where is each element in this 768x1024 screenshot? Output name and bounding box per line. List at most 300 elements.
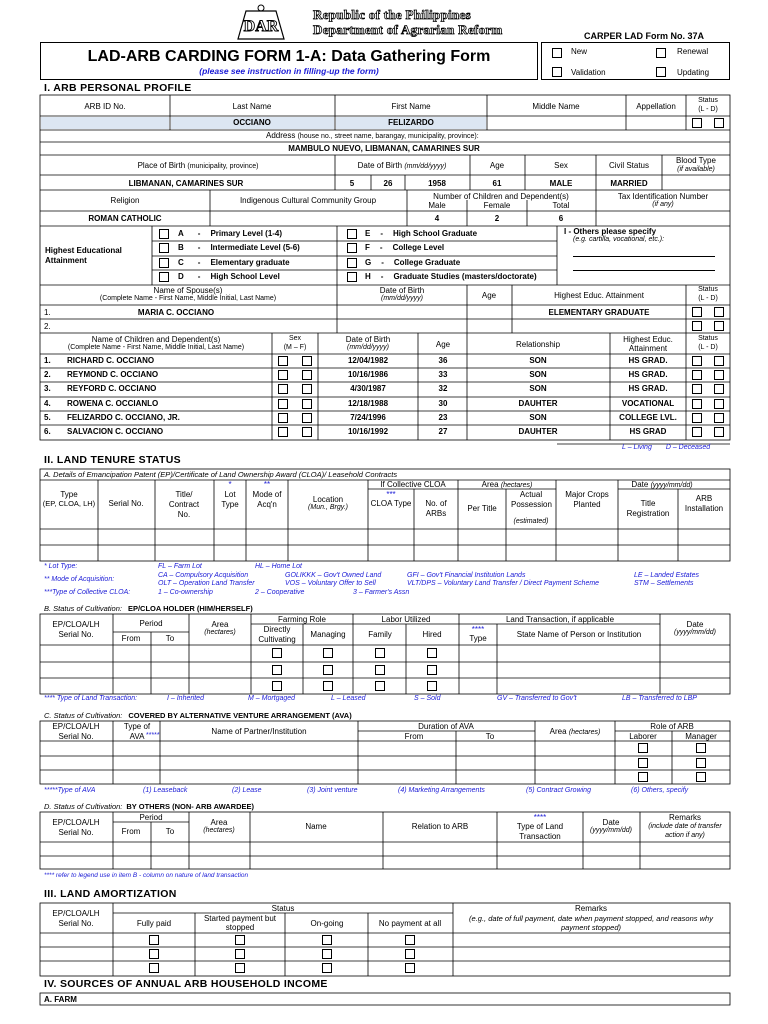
child-dob: 4/30/1987 — [350, 384, 386, 393]
spouse-age-header: Age — [481, 291, 497, 300]
section2-title: II. LAND TENURE STATUS — [44, 454, 181, 466]
mode-star: ** — [263, 480, 271, 489]
educ-other-note: (e.g. cartilla, vocational, etc.): — [573, 236, 665, 243]
educ-g-checkbox[interactable] — [347, 258, 357, 268]
educ-other-line-1[interactable] — [573, 256, 715, 257]
child-status-l-checkbox[interactable] — [692, 427, 702, 437]
child-status-d-checkbox[interactable] — [714, 384, 724, 394]
c-manager-header: Manager — [685, 732, 717, 741]
managing-checkbox[interactable] — [323, 648, 333, 658]
amort-fully-header: Fully paid — [136, 919, 172, 928]
c-partner-header: Name of Partner/Institution — [211, 727, 307, 736]
educ-c-checkbox[interactable] — [159, 258, 169, 268]
child-name: REYFORD C. OCCIANO — [67, 384, 157, 393]
child-educ: HS GRAD — [629, 427, 667, 436]
d-date-note: (yyyy/mm/dd) — [590, 827, 632, 834]
civil-value: MARRIED — [610, 179, 648, 188]
spouse-2-l-checkbox[interactable] — [692, 321, 702, 331]
direct-cultivating-checkbox[interactable] — [272, 665, 282, 675]
spouse-2-no: 2. — [44, 322, 51, 331]
first-name-value: FELIZARDO — [388, 118, 434, 127]
renewal-label: Renewal — [677, 47, 709, 56]
child-age: 23 — [438, 413, 448, 422]
b-state-name-header: State Name of Person or Institution — [516, 630, 642, 639]
family-labor-checkbox[interactable] — [375, 681, 385, 691]
first-name-header: First Name — [391, 102, 431, 111]
child-educ: VOCATIONAL — [621, 399, 675, 408]
child-sex-f-checkbox[interactable] — [302, 413, 312, 423]
amort-status-header: Status — [271, 904, 295, 913]
educ-g-label: G - College Graduate — [365, 258, 461, 267]
address-value: MAMBULO NUEVO, LIBMANAN, CAMARINES SUR — [288, 144, 480, 153]
child-dob: 12/04/1982 — [347, 356, 389, 365]
middle-name-header: Middle Name — [532, 102, 580, 111]
civil-status-header: Civil Status — [608, 161, 650, 170]
appellation-header: Appellation — [636, 102, 676, 111]
child-educ: HS GRAD. — [628, 356, 668, 365]
family-labor-checkbox[interactable] — [375, 648, 385, 658]
status-d-checkbox[interactable] — [714, 118, 724, 128]
spouse-1-d-checkbox[interactable] — [714, 307, 724, 317]
child-age: 32 — [438, 384, 448, 393]
hired-labor-checkbox[interactable] — [427, 648, 437, 658]
spouse-header-note: (Complete Name - First Name, Middle Initial, Last Name) — [99, 295, 277, 302]
ongoing-checkbox[interactable] — [322, 935, 332, 945]
child-name: RICHARD C. OCCIANO — [67, 356, 155, 365]
dob-year: 1958 — [428, 179, 446, 188]
children-rel-header: Relationship — [515, 340, 561, 349]
d-area-header: Area — [210, 818, 228, 827]
child-age: 30 — [438, 399, 448, 408]
child-status-d-checkbox[interactable] — [714, 356, 724, 366]
children-name-note: (Complete Name - First Name, Middle Initial, Last Name) — [67, 344, 245, 351]
male-header: Male — [428, 201, 446, 210]
child-age: 36 — [438, 356, 448, 365]
spouse-status-header: Status — [698, 286, 718, 293]
tenure-crops-header: Major Crops Planted — [565, 490, 609, 509]
ongoing-checkbox[interactable] — [322, 963, 332, 973]
child-no: 3. — [44, 384, 51, 393]
tenure-title-header: Title/ Contract No. — [168, 490, 200, 519]
child-sex-f-checkbox[interactable] — [302, 370, 312, 380]
child-name: FELIZARDO C. OCCIANO, JR. — [67, 413, 180, 422]
tenure-lot-header: Lot Type — [221, 490, 239, 509]
child-educ: HS GRAD. — [628, 370, 668, 379]
child-sex-m-checkbox[interactable] — [278, 370, 288, 380]
last-name-header: Last Name — [232, 102, 272, 111]
last-name-value: OCCIANO — [233, 118, 271, 127]
tenure-location-header: Location — [312, 495, 344, 504]
mode-olt: OLT – Operation Land Transfer — [158, 580, 255, 587]
child-sex-f-checkbox[interactable] — [302, 356, 312, 366]
fully-paid-checkbox[interactable] — [149, 949, 159, 959]
child-educ: HS GRAD. — [628, 384, 668, 393]
child-name: REYMOND C. OCCIANO — [67, 370, 159, 379]
child-dob: 10/16/1986 — [347, 370, 389, 379]
educ-h-label: H - Graduate Studies (masters/doctorate) — [365, 272, 537, 281]
children-dob-header: Date of Birth — [345, 335, 391, 344]
child-age: 27 — [438, 427, 448, 436]
manager-checkbox[interactable] — [696, 743, 706, 753]
pob-value: LIBMANAN, CAMARINES SUR — [128, 179, 244, 188]
arb-id-header: ARB ID No. — [84, 102, 126, 111]
status-l-checkbox[interactable] — [692, 118, 702, 128]
farm-label: A. FARM — [44, 995, 77, 1004]
female-value: 2 — [494, 214, 500, 223]
blood-type-header: Blood Type — [676, 156, 716, 165]
spouse-1-l-checkbox[interactable] — [692, 307, 702, 317]
educ-other-line-2[interactable] — [573, 270, 715, 271]
d-tx-star: **** — [533, 813, 547, 822]
mode-stm: STM – Settlements — [634, 580, 694, 587]
children-count-header: Number of Children and Dependent(s) — [433, 192, 569, 201]
b-hired-header: Hired — [422, 630, 442, 639]
child-status-l-checkbox[interactable] — [692, 370, 702, 380]
spouse-1-no: 1. — [44, 308, 51, 317]
tenure-cloa-type-header: CLOA Type — [370, 499, 412, 508]
section4-title: IV. SOURCES OF ANNUAL ARB HOUSEHOLD INCOME — [44, 978, 328, 990]
section2d-title: D. Status of Cultivation: BY OTHERS (NON- ARB AWARDEE) — [44, 802, 255, 811]
child-no: 6. — [44, 427, 51, 436]
hired-labor-checkbox[interactable] — [427, 665, 437, 675]
tx-inherited: I – Inherited — [167, 695, 204, 702]
dob-month: 5 — [349, 179, 355, 188]
section2a-title: A. Details of Emancipation Patent (EP)/Certificate of Land Ownership Award (CLOA)/ Leasehold Contracts — [44, 470, 398, 479]
child-sex-m-checkbox[interactable] — [278, 356, 288, 366]
d-period-header: Period — [139, 813, 163, 822]
spouse-1-name: MARIA C. OCCIANO — [137, 308, 215, 317]
amort-started-header: Started payment but stopped — [203, 914, 277, 932]
form-title-box — [40, 42, 538, 80]
no-payment-checkbox[interactable] — [405, 963, 415, 973]
ongoing-checkbox[interactable] — [322, 949, 332, 959]
ava-5: (5) Contract Growing — [526, 787, 591, 794]
child-relationship: SON — [529, 384, 547, 393]
lot-hl: HL – Home Lot — [255, 563, 302, 570]
collective-legend-label: ***Type of Collective CLOA: — [44, 589, 131, 596]
c-role-header: Role of ARB — [650, 722, 694, 731]
d-from-header: From — [121, 827, 141, 836]
spouse-header: Name of Spouse(s) — [153, 286, 223, 295]
tenure-arbs-header: No. of ARBs — [425, 499, 447, 518]
ava-2: (2) Lease — [232, 787, 262, 794]
mode-gfi: GFI – Gov't Financial Institution Lands — [407, 572, 526, 579]
tenure-location-note: (Mun., Brgy.) — [308, 504, 348, 511]
educ-a-checkbox[interactable] — [159, 229, 169, 239]
mode-golikkk: GOLIKKK – Gov't Owned Land — [285, 572, 382, 579]
child-sex-m-checkbox[interactable] — [278, 413, 288, 423]
manager-checkbox[interactable] — [696, 758, 706, 768]
form-status-box — [541, 42, 730, 80]
child-status-d-checkbox[interactable] — [714, 399, 724, 409]
section3-title: III. LAND AMORTIZATION — [44, 888, 177, 900]
b-to-header: To — [165, 634, 175, 643]
dob-day: 26 — [383, 179, 393, 188]
b-area-header: Area — [211, 620, 229, 629]
age-value: 61 — [492, 179, 502, 188]
child-sex-f-checkbox[interactable] — [302, 384, 312, 394]
d-eplh-header: EP/CLOA/LH Serial No. — [52, 818, 100, 837]
status-ld-header: (L - D) — [698, 106, 718, 113]
educ-d-label: D - High School Level — [178, 272, 280, 281]
spouse-1-educ: ELEMENTARY GRADUATE — [548, 308, 650, 317]
direct-cultivating-checkbox[interactable] — [272, 648, 282, 658]
spouse-2-d-checkbox[interactable] — [714, 321, 724, 331]
children-dob-note: (mm/dd/yyyy) — [347, 344, 389, 351]
child-status-d-checkbox[interactable] — [714, 370, 724, 380]
no-payment-checkbox[interactable] — [405, 949, 415, 959]
educ-other-label: I - Others please specify — [564, 227, 657, 236]
d-name-header: Name — [305, 822, 327, 831]
child-no: 2. — [44, 370, 51, 379]
b-date-header: Date — [686, 620, 704, 629]
c-area-header: Area (hectares) — [549, 727, 601, 736]
b-tx-star: **** — [471, 625, 485, 634]
child-name: ROWENA C. OCCIANLO — [67, 399, 159, 408]
no-payment-checkbox[interactable] — [405, 935, 415, 945]
renewal-checkbox[interactable] — [656, 48, 666, 58]
educ-b-checkbox[interactable] — [159, 243, 169, 253]
d-relation-header: Relation to ARB — [411, 822, 469, 831]
tenure-title-reg-header: Title Registration — [626, 499, 670, 518]
d-type-land-tx-header: Type of Land Transaction — [516, 822, 564, 841]
educ-h-checkbox[interactable] — [347, 272, 357, 282]
spouse-dob-header: Date of Birth — [379, 286, 425, 295]
validation-label: Validation — [571, 68, 606, 77]
sex-value: MALE — [549, 179, 573, 188]
educ-a-label: A - Primary Level (1-4) — [178, 229, 283, 238]
managing-checkbox[interactable] — [323, 681, 333, 691]
child-status-l-checkbox[interactable] — [692, 413, 702, 423]
b-labor-header: Labor Utilized — [381, 615, 431, 624]
child-dob: 12/18/1988 — [347, 399, 389, 408]
d-legend-note: **** refer to legend use in item B - column on nature of land transaction — [44, 872, 249, 879]
tin-header: Tax Identification Number — [617, 192, 709, 201]
collective-2: 2 – Cooperative — [255, 589, 305, 596]
b-from-header: From — [121, 634, 141, 643]
tenure-type-sub: (EP, CLOA, LH) — [42, 499, 96, 508]
tenure-serial-header: Serial No. — [108, 499, 144, 508]
child-name: SALVACION C. OCCIANO — [67, 427, 164, 436]
stopped-checkbox[interactable] — [235, 963, 245, 973]
c-ava-type-header: Type of AVA — [123, 722, 151, 741]
child-no: 5. — [44, 413, 51, 422]
d-to-header: To — [165, 827, 175, 836]
child-relationship: SON — [529, 356, 547, 365]
child-sex-f-checkbox[interactable] — [302, 399, 312, 409]
children-age-header: Age — [435, 340, 451, 349]
family-labor-checkbox[interactable] — [375, 665, 385, 675]
amort-remarks-note: (e.g., date of full payment, date when payment stopped, and reasons why payment stopped) — [469, 914, 713, 932]
svg-text:DAR: DAR — [243, 18, 279, 35]
child-status-l-checkbox[interactable] — [692, 356, 702, 366]
spouse-dob-note: (mm/dd/yyyy) — [381, 295, 423, 302]
child-relationship: SON — [529, 370, 547, 379]
total-header: Total — [552, 201, 570, 210]
tenure-area-header: Area (hectares) — [481, 480, 533, 489]
new-checkbox[interactable] — [552, 48, 562, 58]
c-ava-star: ***** — [146, 732, 160, 739]
pob-header: Place of Birth (municipality, province) — [137, 161, 259, 170]
c-duration-header: Duration of AVA — [418, 722, 474, 731]
total-value: 6 — [558, 214, 564, 223]
tx-gov: GV – Transferred to Gov't — [497, 695, 577, 702]
laborer-checkbox[interactable] — [638, 772, 648, 782]
updating-checkbox[interactable] — [656, 67, 666, 77]
educ-b-label: B - Intermediate Level (5-6) — [178, 243, 300, 252]
children-name-header: Name of Children and Dependent(s) — [91, 335, 221, 344]
tenure-mode-header: Mode of Acq'n — [252, 490, 282, 509]
tenure-actual-header: Actual Possession — [511, 490, 552, 509]
mode-vos: VOS – Voluntary Offer to Sell — [285, 580, 376, 587]
tenure-arb-inst-header: ARB Installation — [684, 494, 724, 513]
form-subtitle: (please see instruction in filling-up the form) — [199, 66, 379, 76]
form-number: CARPER LAD Form No. 37A — [584, 31, 705, 41]
child-educ: COLLEGE LVL. — [619, 413, 677, 422]
ava-legend-label: *****Type of AVA — [44, 787, 96, 794]
b-farm-role-header: Farming Role — [277, 615, 327, 624]
c-eplh-header: EP/CLOA/LH Serial No. — [52, 722, 100, 741]
tin-note: (if any) — [652, 201, 674, 208]
child-status-l-checkbox[interactable] — [692, 399, 702, 409]
lot-type-legend-label: * Lot Type: — [44, 563, 78, 570]
religion-value: ROMAN CATHOLIC — [88, 214, 162, 223]
male-value: 4 — [434, 214, 440, 223]
children-status-header: Status — [698, 335, 718, 342]
ava-4: (4) Marketing Arrangements — [398, 787, 485, 794]
educ-d-checkbox[interactable] — [159, 272, 169, 282]
dob-header: Date of Birth (mm/dd/yyyy) — [357, 161, 447, 170]
status-legend: L – Living D – Deceased — [622, 444, 711, 451]
religion-header: Religion — [110, 196, 140, 205]
tenure-estimated-note: (estimated) — [513, 518, 549, 525]
fully-paid-checkbox[interactable] — [149, 935, 159, 945]
child-status-d-checkbox[interactable] — [714, 413, 724, 423]
manager-checkbox[interactable] — [696, 772, 706, 782]
stopped-checkbox[interactable] — [235, 935, 245, 945]
lot-star: * — [228, 480, 232, 489]
female-header: Female — [483, 201, 511, 210]
lot-fl: FL – Farm Lot — [158, 563, 202, 570]
child-sex-m-checkbox[interactable] — [278, 427, 288, 437]
child-age: 33 — [438, 370, 448, 379]
c-laborer-header: Laborer — [629, 732, 657, 741]
tenure-date-header: Date (yyyy/mm/dd) — [631, 480, 693, 489]
dar-logo — [236, 3, 286, 41]
direct-cultivating-checkbox[interactable] — [272, 681, 282, 691]
cloa-type-star: *** — [386, 490, 396, 499]
child-sex-m-checkbox[interactable] — [278, 384, 288, 394]
form-title: LAD-ARB CARDING FORM 1-A: Data Gathering Form — [87, 48, 491, 65]
child-dob: 10/16/1992 — [347, 427, 389, 436]
mode-vlt: VLT/DPS – Voluntary Land Transfer / Direct Payment Scheme — [407, 580, 600, 587]
laborer-checkbox[interactable] — [638, 758, 648, 768]
educ-header: Highest Educational Attainment — [45, 246, 122, 265]
sex-header: Sex — [554, 161, 568, 170]
ava-1: (1) Leaseback — [143, 787, 188, 794]
amort-ongoing-header: On-going — [310, 919, 344, 928]
ava-3: (3) Joint venture — [307, 787, 358, 794]
amort-nopay-header: No payment at all — [378, 919, 442, 928]
children-status-ld: (L - D) — [698, 344, 718, 351]
blood-type-note: (if available) — [677, 166, 715, 173]
tx-leased: L – Leased — [331, 695, 366, 702]
b-area-note: (hectares) — [204, 629, 236, 636]
tenure-collective-header: If Collective CLOA — [380, 480, 446, 489]
child-relationship: SON — [529, 413, 547, 422]
validation-checkbox[interactable] — [552, 67, 562, 77]
collective-3: 3 – Farmer's Assn — [353, 589, 410, 596]
b-period-header: Period — [139, 619, 163, 628]
updating-label: Updating — [677, 68, 710, 77]
stopped-checkbox[interactable] — [235, 949, 245, 959]
fully-paid-checkbox[interactable] — [149, 963, 159, 973]
educ-f-checkbox[interactable] — [347, 243, 357, 253]
educ-e-label: E - High School Graduate — [365, 229, 478, 238]
amort-eplh-header: EP/CLOA/LH Serial No. — [52, 909, 100, 928]
b-direct-header: Directly Cultivating — [258, 625, 296, 644]
tenure-per-title-header: Per Title — [467, 504, 497, 513]
b-tx-type-header: Type — [469, 634, 487, 643]
c-to-header: To — [485, 732, 495, 741]
children-educ-header: Highest Educ. Attainment — [623, 335, 673, 353]
d-remarks-header: Remarks — [668, 813, 702, 822]
mode-ca: CA – Compulsory Acquisition — [158, 572, 249, 579]
hired-labor-checkbox[interactable] — [427, 681, 437, 691]
ava-6: (6) Others, specify — [631, 787, 689, 794]
child-relationship: DAUHTER — [518, 399, 558, 408]
section1-title: I. ARB PERSONAL PROFILE — [44, 82, 192, 94]
d-area-note: (hectares) — [203, 827, 235, 834]
tenure-type-header: Type — [60, 490, 78, 499]
child-status-l-checkbox[interactable] — [692, 384, 702, 394]
spouse-status-ld: (L - D) — [698, 295, 718, 302]
amort-remarks-header: Remarks — [574, 904, 608, 913]
icc-header: Indigenous Cultural Community Group — [239, 196, 377, 205]
b-date-note: (yyyy/mm/dd) — [674, 629, 716, 636]
new-label: New — [571, 47, 588, 56]
b-land-tx-header: Land Transaction, if applicable — [505, 615, 615, 624]
children-sex-mf: (M – F) — [283, 344, 307, 351]
arb-id-field[interactable] — [41, 117, 169, 129]
managing-checkbox[interactable] — [323, 665, 333, 675]
child-no: 1. — [44, 356, 51, 365]
educ-e-checkbox[interactable] — [347, 229, 357, 239]
laborer-checkbox[interactable] — [638, 743, 648, 753]
d-date-header: Date — [602, 818, 620, 827]
educ-c-label: C - Elementary graduate — [178, 258, 290, 267]
spouse-educ-header: Highest Educ. Attainment — [554, 291, 644, 300]
mode-legend-label: ** Mode of Acquisition: — [44, 576, 115, 583]
child-no: 4. — [44, 399, 51, 408]
republic-heading: Republic of the Philippines Department of Agrarian Reform — [313, 7, 503, 37]
c-from-header: From — [404, 732, 424, 741]
tx-legend-label: **** Type of Land Transaction: — [44, 695, 138, 702]
address-label-row: Address (house no., street name, barangay, municipality, province): — [266, 131, 479, 140]
collective-1: 1 – Co-ownership — [158, 589, 213, 596]
tx-sold: S – Sold — [414, 695, 441, 702]
age-header: Age — [489, 161, 505, 170]
b-eplh-header: EP/CLOA/LH Serial No. — [52, 620, 100, 639]
child-relationship: DAUHTER — [518, 427, 558, 436]
b-managing-header: Managing — [310, 630, 346, 639]
mode-le: LE – Landed Estates — [634, 572, 699, 579]
children-sex-header: Sex — [288, 335, 302, 342]
tx-lbp: LB – Transferred to LBP — [622, 695, 697, 702]
child-status-d-checkbox[interactable] — [714, 427, 724, 437]
child-sex-f-checkbox[interactable] — [302, 427, 312, 437]
child-sex-m-checkbox[interactable] — [278, 399, 288, 409]
